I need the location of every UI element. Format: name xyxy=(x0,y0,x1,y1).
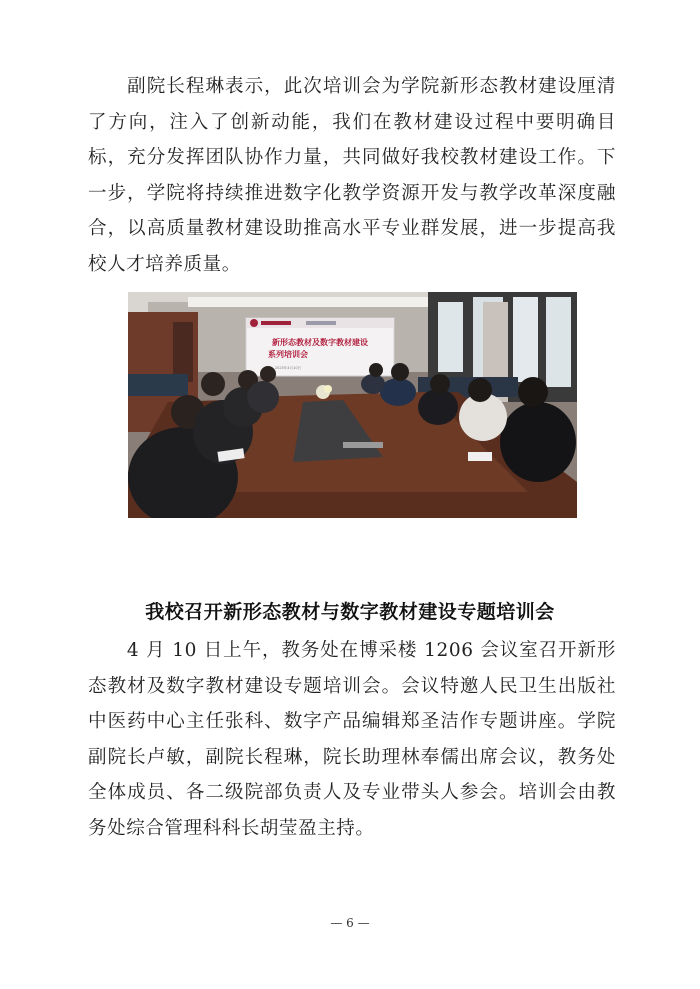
screen-date: 2025年4月10日 xyxy=(274,366,302,370)
body-paragraph-1: 副院长程琳表示，此次培训会为学院新形态教材建设厘清了方向，注入了创新动能，我们在教材建设过程中要明确目标，充分发挥团队协作力量，共同做好我校教材建设工作。下一步，学院将持续推进数字化教学资源开发与教学改革深度融合，以高质量教材建设助推高水平专业群发展，进一步提高我校人才培养质量。 xyxy=(88,76,616,275)
meeting-photo xyxy=(128,292,577,518)
article-heading: 我校召开新形态教材与数字教材建设专题培训会 xyxy=(145,601,555,623)
screen-title-line2: 系列培训会 xyxy=(268,350,308,359)
screen-title-line1: 新形态教材及数字教材建设 xyxy=(272,338,368,347)
page-number: — 6 — xyxy=(330,916,370,930)
body-paragraph-2: 4 月 10 日上午，教务处在博采楼 1206 会议室召开新形态教材及数字教材建设专题培训会。会议特邀人民卫生出版社中医药中心主任张科、数字产品编辑郑圣洁作专题讲座。学院副院长卢敏，副院长程琳，院长助理林奉儒出席会议，教务处全体成员、各二级院部负责人及专业带头人参会。培训会由教务处综合管理科科长胡莹盈主持。 xyxy=(88,640,616,839)
